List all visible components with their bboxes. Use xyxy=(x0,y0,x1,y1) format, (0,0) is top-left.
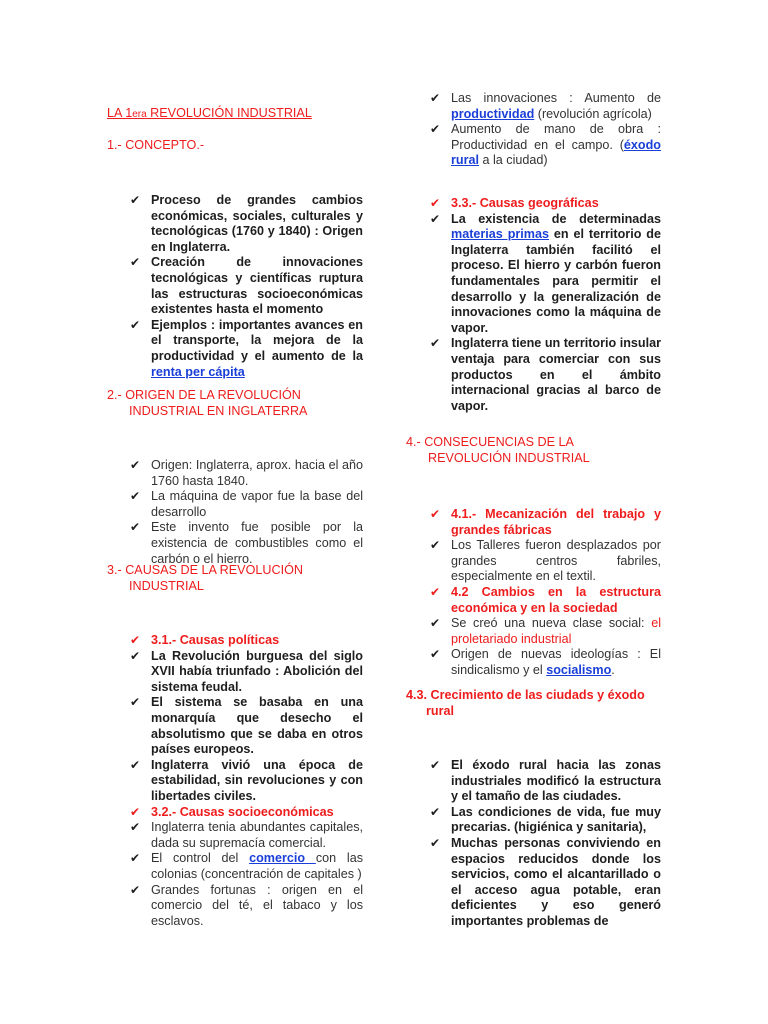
consecuencias-list xyxy=(427,507,661,679)
checkmark-icon: ✔ xyxy=(430,538,441,553)
section-heading-causas: 3.- CAUSAS DE LA REVOLUCIÓN INDUSTRIAL xyxy=(107,563,303,593)
checkmark-icon: ✔ xyxy=(130,695,141,710)
list-item: ✔ Creación de innovaciones tecnológicas y científicas ruptura las estructuras socioeconómicas existentes hasta el momento xyxy=(130,255,363,317)
causas-continued-list xyxy=(427,91,661,169)
list-item: ✔ La existencia de determinadas materias primas en el territorio de Inglaterra también facilitó el proceso. El hierro y carbón fueron fundamentales para permitir el desarrollo y la generalización de innovaciones como la máquina de vapor. xyxy=(430,211,661,335)
origen-list xyxy=(127,458,363,567)
list-item: ✔ 3.1.- Causas políticas xyxy=(130,633,280,647)
renta-per-capita-link[interactable]: renta per cápita xyxy=(151,364,245,379)
checkmark-icon: ✔ xyxy=(130,804,141,819)
list-item: ✔ Las condiciones de vida, fue muy precarias. (higiénica y sanitaria), xyxy=(430,804,661,835)
list-item: ✔ Inglaterra tiene un territorio insular ventaja para comerciar con sus productos en el ámbito internacional gracias al barco de vapor. xyxy=(430,336,661,413)
checkmark-icon: ✔ xyxy=(130,255,141,270)
list-item: ✔ La Revolución burguesa del siglo XVII había triunfado : Abolición del sistema feudal. xyxy=(130,648,363,694)
list-item: ✔ Los Talleres fueron desplazados por grandes centros fabriles, especialmente en el textil. xyxy=(430,538,661,584)
section-heading-concepto: 1.- CONCEPTO.- xyxy=(107,138,205,152)
list-item: ✔ 3.2.- Causas socioeconómicas xyxy=(130,804,334,819)
page-title: LA 1era REVOLUCIÓN INDUSTRIAL xyxy=(107,106,312,120)
checkmark-icon: ✔ xyxy=(430,196,441,210)
list-item: ✔ Ejemplos : importantes avances en el transporte, la mejora de la productividad y el aumento de la renta per cápita xyxy=(130,317,363,379)
list-item: ✔ El sistema se basaba en una monarquía que desecho el absolutismo que se daba en otros países europeos. xyxy=(130,695,363,757)
list-item: ✔ Este invento fue posible por la existencia de combustibles como el carbón o el hierro. xyxy=(130,520,363,566)
list-item: ✔ 4.2 Cambios en la estructura económica y en la sociedad xyxy=(430,584,661,615)
list-item: ✔ La máquina de vapor fue la base del desarrollo xyxy=(130,489,363,519)
section-heading-consecuencias: 4.- CONSECUENCIAS DE LA REVOLUCIÓN INDUSTRIAL xyxy=(406,435,590,465)
list-item: ✔ Proceso de grandes cambios económicas, sociales, culturales y tecnológicas (1760 y 1840) : Origen en Inglaterra. xyxy=(130,193,363,254)
materias-primas-link[interactable]: materias primas xyxy=(451,227,550,242)
checkmark-icon: ✔ xyxy=(430,647,441,662)
list-item: ✔ El éxodo rural hacia las zonas industriales modificó la estructura y el tamaño de las ciudades. xyxy=(430,758,661,804)
causas-politicas-list xyxy=(127,633,363,929)
section-heading-origen: 2.- ORIGEN DE LA REVOLUCIÓN INDUSTRIAL EN INGLATERRA xyxy=(107,388,308,418)
checkmark-icon: ✔ xyxy=(130,317,141,332)
checkmark-icon: ✔ xyxy=(130,851,141,866)
section-heading-crecimiento: 4.3. Crecimiento de las ciudads y éxodo rural xyxy=(406,688,645,718)
checkmark-icon: ✔ xyxy=(130,520,141,535)
checkmark-icon: ✔ xyxy=(430,584,441,599)
list-item: ✔ Aumento de mano de obra : Productividad en el campo. (éxodo rural a la ciudad) xyxy=(430,122,661,168)
checkmark-icon: ✔ xyxy=(130,458,141,472)
list-item: ✔ El control del comercio con las colonias (concentración de capitales ) xyxy=(130,851,364,881)
crecimiento-list xyxy=(427,758,661,930)
checkmark-icon: ✔ xyxy=(430,122,441,137)
list-item: ✔ Inglaterra vivió una época de estabilidad, sin revoluciones y con libertades civiles. xyxy=(130,757,363,803)
checkmark-icon: ✔ xyxy=(130,648,141,663)
list-item: ✔ Grandes fortunas : origen en el comercio del té, el tabaco y los esclavos. xyxy=(130,882,363,928)
checkmark-icon: ✔ xyxy=(430,507,441,521)
checkmark-icon: ✔ xyxy=(430,91,441,105)
checkmark-icon: ✔ xyxy=(130,633,141,647)
list-item: ✔ Origen de nuevas ideologías : El sindicalismo y el socialismo. xyxy=(430,647,661,677)
checkmark-icon: ✔ xyxy=(430,804,441,819)
list-item: ✔ 3.3.- Causas geográficas xyxy=(430,196,599,210)
checkmark-icon: ✔ xyxy=(130,489,141,504)
checkmark-icon: ✔ xyxy=(430,758,441,772)
socialismo-link[interactable]: socialismo xyxy=(546,662,612,677)
checkmark-icon: ✔ xyxy=(130,757,141,772)
causas-geograficas-list xyxy=(427,196,661,414)
checkmark-icon: ✔ xyxy=(430,211,441,226)
list-item: ✔ Origen: Inglaterra, aprox. hacia el año 1760 hasta 1840. xyxy=(130,458,363,488)
list-item: ✔ Se creó una nueva clase social: el proletariado industrial xyxy=(430,616,661,646)
list-item: ✔ Inglaterra tenia abundantes capitales, dada su supremacía comercial. xyxy=(130,820,363,850)
checkmark-icon: ✔ xyxy=(430,835,441,850)
list-item: ✔ Las innovaciones : Aumento de productividad (revolución agrícola) xyxy=(430,91,661,121)
exodo-rural-link[interactable]: éxodo rural xyxy=(451,137,661,168)
checkmark-icon: ✔ xyxy=(430,616,441,631)
list-item: ✔ 4.1.- Mecanización del trabajo y grandes fábricas xyxy=(430,507,661,537)
comercio-link[interactable]: comercio xyxy=(249,851,316,866)
checkmark-icon: ✔ xyxy=(430,336,441,351)
productividad-link[interactable]: productividad xyxy=(451,106,535,121)
checkmark-icon: ✔ xyxy=(130,820,141,835)
checkmark-icon: ✔ xyxy=(130,193,141,207)
list-item: ✔ Muchas personas conviviendo en espacios reducidos donde los servicios, como el alcantarillado o el acceso agua potable, eran deficientes y eso generó importantes problemas de xyxy=(430,835,661,928)
checkmark-icon: ✔ xyxy=(130,882,141,897)
concepto-list xyxy=(127,193,363,380)
